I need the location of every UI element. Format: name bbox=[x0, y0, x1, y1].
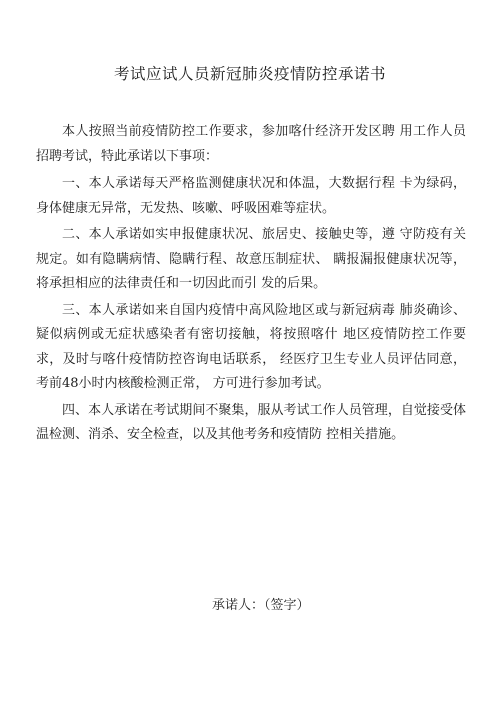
document-body bbox=[36, 120, 466, 450]
intro-paragraph: 本人按照当前疫情防控工作要求，参加喀什经济开发区聘 用工作人员招聘考试，特此承诺以下事项： bbox=[36, 124, 466, 164]
commitment-item-4: 四、本人承诺在考试期间不聚集，服从考试工作人员管理，自觉接受体温检测、消杀、安全检查，以及其他考务和疫情防 控相关措施。 bbox=[36, 402, 466, 442]
document-title: 考试应试人员新冠肺炎疫情防控承诺书 bbox=[113, 65, 386, 83]
signature-line: 承诺人：（签字） bbox=[212, 598, 310, 613]
commitment-item-1: 一、本人承诺每天严格监测健康状况和体温，大数据行程 卡为绿码，身体健康无异常，无发热、咳嗽、呼吸困难等症状。 bbox=[36, 176, 466, 216]
commitment-item-3: 三、本人承诺如来自国内疫情中高风险地区或与新冠病毒 肺炎确诊、疑似病例或无症状感染者有密切接触，将按照喀什 地区疫情防控工作要求，及时与喀什疫情防控咨询电话联系， 经医疗卫生专业人员评估同意，考前48小时内核酸检测正常， 方可进行参加考试。 bbox=[36, 302, 466, 391]
commitment-item-2: 二、本人承诺如实申报健康状况、旅居史、接触史等，遵 守防疫有关规定。如有隐瞒病情、隐瞒行程、故意压制症状、 瞒报漏报健康状况等，将承担相应的法律责任和一切因此而引 发的后果。 bbox=[36, 227, 466, 291]
